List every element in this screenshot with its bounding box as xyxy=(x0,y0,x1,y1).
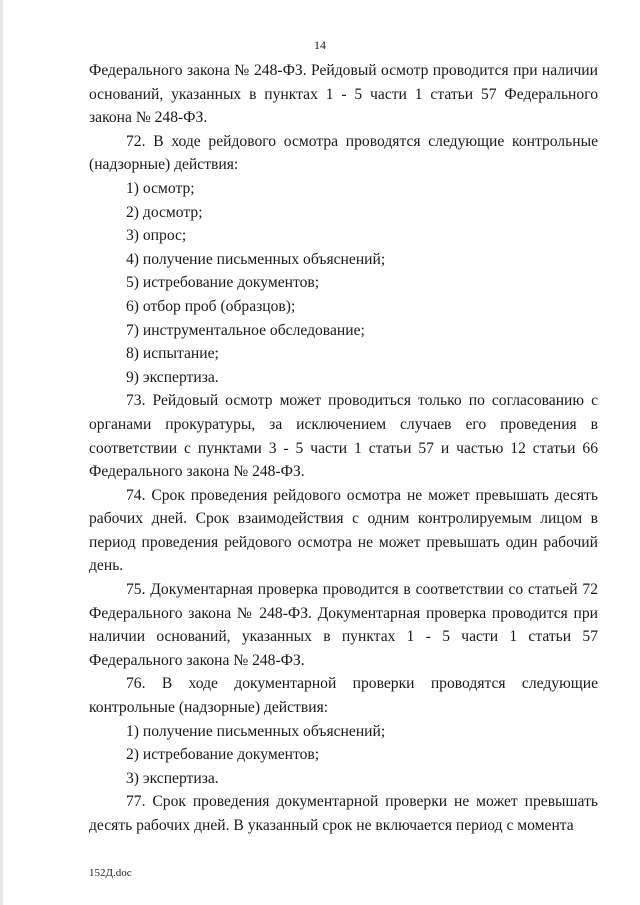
document-body xyxy=(89,59,598,838)
footer-filename: 152Д.doc xyxy=(89,867,132,879)
list-item: 4) получение письменных объяснений; xyxy=(126,250,386,268)
page-edge xyxy=(0,0,3,905)
paragraph-75: 75. Документарная проверка проводится в соответствии со статьей 72 Федерального закона № 248-ФЗ. Документарная проверка проводится при наличии оснований, указанных в пунктах 1 - 5 части 1 статьи 57 Федерального закона № 248-ФЗ. xyxy=(89,581,598,669)
list-item: 1) осмотр; xyxy=(126,179,195,197)
list-item: 9) экспертиза. xyxy=(126,368,219,386)
page-number: 14 xyxy=(314,38,326,52)
list-item: 3) опрос; xyxy=(126,227,187,245)
list-item: 3) экспертиза. xyxy=(126,769,219,787)
list-item: 2) досмотр; xyxy=(126,203,203,221)
paragraph-74: 74. Срок проведения рейдового осмотра не может превышать десять рабочих дней. Срок взаимодействия с одним контролируемым лицом в период проведения рейдового осмотра не может превышать один рабочий день. xyxy=(89,486,598,575)
paragraph-76: 76. В ходе документарной проверки проводятся следующие контрольные (надзорные) действия: xyxy=(89,675,598,717)
list-item: 1) получение письменных объяснений; xyxy=(126,722,386,740)
list-item: 2) истребование документов; xyxy=(126,746,320,764)
paragraph-73: 73. Рейдовый осмотр может проводиться только по согласованию с органами прокуратуры, за исключением случаев его проведения в соответствии с пунктами 3 - 5 части 1 статьи 57 и частью 12 статьи 66 Федерального закона № 248-ФЗ. xyxy=(89,392,598,481)
list-item: 6) отбор проб (образцов); xyxy=(126,297,296,315)
paragraph-77: 77. Срок проведения документарной проверки не может превышать десять рабочих дней. В указанный срок не включается период с момента xyxy=(89,793,598,834)
list-item: 8) испытание; xyxy=(126,345,219,363)
paragraph-72: 72. В ходе рейдового осмотра проводятся следующие контрольные (надзорные) действия: xyxy=(89,132,598,174)
list-item: 5) истребование документов; xyxy=(126,274,320,292)
paragraph-continuation: Федерального закона № 248-ФЗ. Рейдовый осмотр проводится при наличии оснований, указанных в пунктах 1 - 5 части 1 статьи 57 Федерального закона № 248-ФЗ. xyxy=(89,62,598,127)
list-item: 7) инструментальное обследование; xyxy=(126,321,365,339)
